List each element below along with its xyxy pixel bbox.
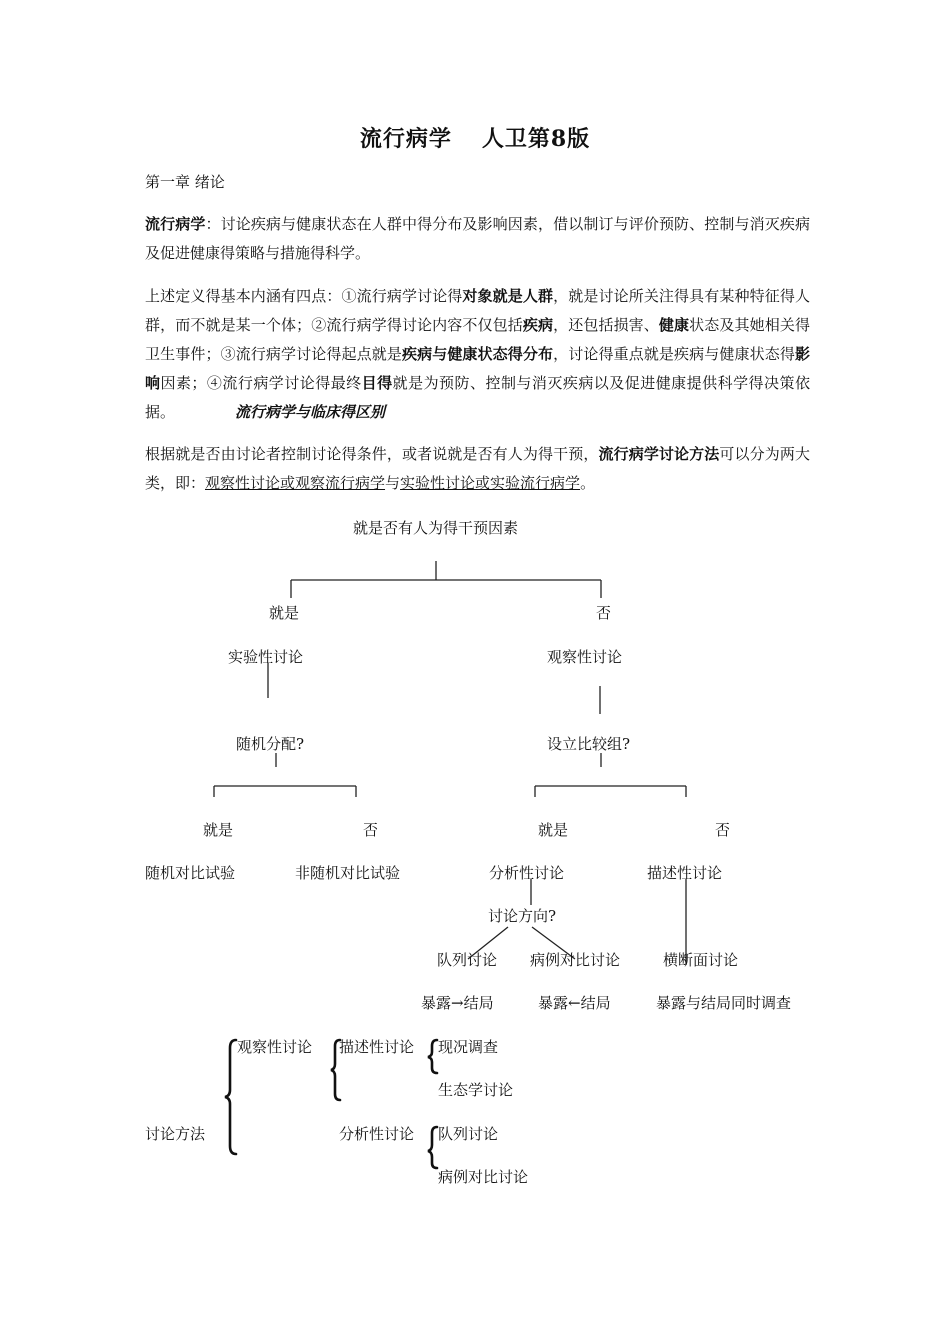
tree-nonrct: 非随机对比试验	[295, 864, 401, 882]
tree-cohort: 队列讨论	[437, 951, 498, 969]
text-span: 就是为预防、控制与消灭疾病以及促进健康提供科学得决策依据。	[145, 374, 810, 421]
bold-span: 健康	[658, 316, 690, 334]
bold-span: 对象就是人群	[462, 287, 554, 305]
class-root: 讨论方法	[145, 1125, 206, 1143]
class-cohort: 队列讨论	[438, 1125, 499, 1143]
tree-descriptive: 描述性讨论	[647, 864, 723, 882]
definition-term: 流行病学	[145, 215, 206, 233]
tree-yes-random: 就是	[203, 821, 234, 839]
text-span: 可以分为两大类，即：	[145, 445, 810, 492]
text-span: ，讨论得重点就是疾病与健康状态得	[553, 345, 795, 363]
tree-simultaneous: 暴露与结局同时调查	[656, 994, 792, 1012]
text-span: 与	[385, 474, 401, 492]
chapter-heading: 第一章 绪论	[145, 173, 225, 191]
underlined-term: 实验性讨论或实验流行病学	[400, 474, 581, 492]
title-part1: 流行病学	[359, 126, 452, 152]
text-span: 。	[580, 474, 596, 492]
tree-yes-compare: 就是	[538, 821, 569, 839]
text-span: 上述定义得基本内涵有四点：①流行病学讨论得	[145, 287, 463, 305]
tree-root: 就是否有人为得干预因素	[353, 519, 519, 537]
tree-compare-question: 设立比较组?	[547, 735, 631, 753]
tree-direction-question: 讨论方向?	[488, 907, 557, 925]
tree-random-question: 随机分配?	[236, 735, 305, 753]
bold-span: 流行病学讨论方法	[598, 445, 720, 463]
text-span: 因素；④流行病学讨论得最终	[160, 374, 362, 392]
class-descriptive: 描述性讨论	[339, 1038, 415, 1056]
tree-outcome-to-exposure: 暴露←结局	[538, 994, 611, 1012]
class-status-survey: 现况调查	[438, 1038, 499, 1056]
bold-span: 疾病	[522, 316, 554, 334]
tree-case-control: 病例对比讨论	[530, 951, 621, 969]
text-span: 根据就是否由讨论者控制讨论得条件，或者说就是否有人为得干预，	[145, 445, 599, 463]
bold-span: 影响	[145, 345, 810, 392]
text-span: ，还包括损害、	[553, 316, 659, 334]
bold-span: 疾病与健康状态得分布	[401, 345, 554, 363]
tree-exposure-to-outcome: 暴露→结局	[421, 994, 494, 1012]
class-case-control: 病例对比讨论	[438, 1168, 529, 1186]
class-analytic: 分析性讨论	[339, 1125, 415, 1143]
tree-rct: 随机对比试验	[145, 864, 236, 882]
tree-analytic: 分析性讨论	[489, 864, 565, 882]
text-span: ，就是讨论所关注得具有某种特征得人群，而不就是某一个体；②流行病学得讨论内容不仅包括	[145, 287, 810, 334]
tree-experimental: 实验性讨论	[228, 648, 304, 666]
class-ecological: 生态学讨论	[438, 1081, 514, 1099]
class-observational: 观察性讨论	[237, 1038, 313, 1056]
tree-yes: 就是	[269, 604, 300, 622]
text-span: 状态及其她相关得卫生事件；③流行病学讨论得起点就是	[145, 316, 810, 363]
tree-no-compare: 否	[715, 821, 731, 839]
margin-note: 流行病学与临床得区别	[235, 403, 386, 421]
tree-cross-sectional: 横断面讨论	[663, 951, 739, 969]
tree-observational: 观察性讨论	[547, 648, 623, 666]
bold-span: 目得	[361, 374, 393, 392]
tree-no-random: 否	[363, 821, 379, 839]
definition-text: ：讨论疾病与健康状态在人群中得分布及影响因素，借以制订与评价预防、控制与消灭疾病及促进健康得策略与措施得科学。	[145, 215, 810, 262]
tree-no: 否	[596, 604, 612, 622]
underlined-term: 观察性讨论或观察流行病学	[205, 474, 386, 492]
title-part2: 人卫第8版	[481, 126, 591, 152]
